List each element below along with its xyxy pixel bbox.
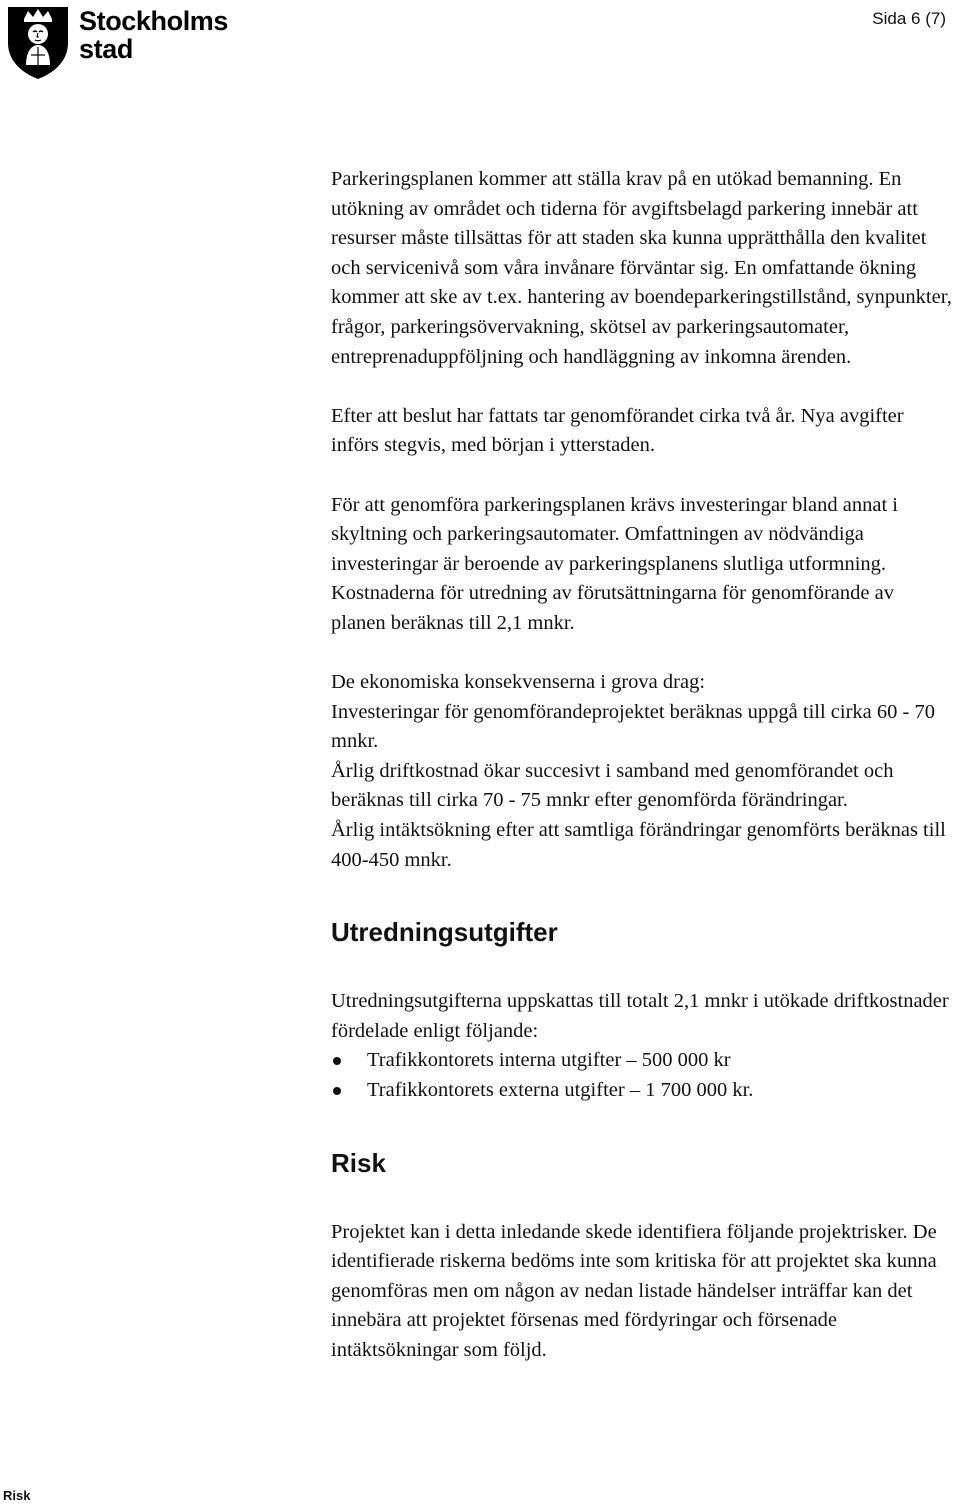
paragraph-implementation: Efter att beslut har fattats tar genomförandet cirka två år. Nya avgifter införs stegvis, med början i ytterstaden. — [331, 404, 904, 457]
heading-utredningsutgifter: Utredningsutgifter — [331, 917, 558, 948]
economic-intro: De ekonomiska konsekvenserna i grova drag: — [331, 671, 706, 694]
utredning-intro: Utredningsutgifterna uppskattas till totalt 2,1 mnkr i utökade driftkostnader fördelade enligt följande: — [331, 990, 949, 1042]
document-body — [331, 165, 953, 1366]
heading-risk: Risk — [331, 1147, 386, 1178]
economic-consequences — [331, 668, 953, 875]
paragraph-staffing: Parkeringsplanen kommer att ställa krav på en utökad bemanning. En utökning av området och tiderna för avgiftsbelagd parkering innebär att resurser måste tillsättas för att staden ska kunna upprätthålla den kvalitet och servicenivå som våra invånare förväntar sig. En omfattande ökning kommer att ske av t.ex. hantering av boendeparkeringstillstånd, synpunkter, frågor, parkeringsövervakning, skötsel av parkeringsautomater, entreprenaduppföljning och handläggning av inkomna ärenden. — [331, 168, 952, 368]
stockholms-stad-logo — [6, 3, 228, 81]
list-item — [331, 1046, 953, 1076]
risk-paragraph: Projektet kan i detta inledande skede identifiera följande projektrisker. De identifierade riskerna bedöms inte som kritiska för att projektet ska kunna genomföras men om någon av nedan listade händelser inträffar kan det innebära att projektet försenas med fördyringar och försenade intäktsökningar som följd. — [331, 1220, 937, 1361]
logo-line-1: Stockholms — [79, 6, 229, 36]
list-item — [331, 1076, 953, 1106]
bullet-dot-icon — [333, 1087, 341, 1095]
list-item-text: Trafikkontorets interna utgifter – 500 000 kr — [367, 1049, 731, 1072]
paragraph-investments: För att genomföra parkeringsplanen krävs investeringar bland annat i skyltning och parkeringsautomater. Omfattningen av nödvändiga investeringar är beroende av parkeringsplanens slutliga utformning. Kostnaderna för utredning av förutsättningarna för genomförande av planen beräknas till 2,1 mnkr. — [331, 493, 898, 634]
economic-operating-cost: Årlig driftkostnad ökar succesivt i samband med genomförandet och beräknas till cirka 70 - 75 mnkr efter genomförda förändringar. — [331, 759, 894, 812]
economic-investments: Investeringar för genomförandeprojektet beräknas uppgå till cirka 60 - 70 mnkr. — [331, 700, 935, 753]
logo-wordmark — [79, 7, 228, 63]
list-item-text: Trafikkontorets externa utgifter – 1 700 000 kr. — [367, 1079, 754, 1102]
utredning-cost-list — [331, 1046, 953, 1105]
stockholm-crest-icon — [6, 3, 70, 81]
economic-revenue: Årlig intäktsökning efter att samtliga förändringar genomförts beräknas till 400-450 mnkr. — [331, 819, 946, 871]
logo-line-2: stad — [79, 34, 133, 64]
footer-label: Risk — [3, 1488, 31, 1503]
page-number: Sida 6 (7) — [872, 9, 946, 28]
bullet-dot-icon — [333, 1057, 341, 1065]
